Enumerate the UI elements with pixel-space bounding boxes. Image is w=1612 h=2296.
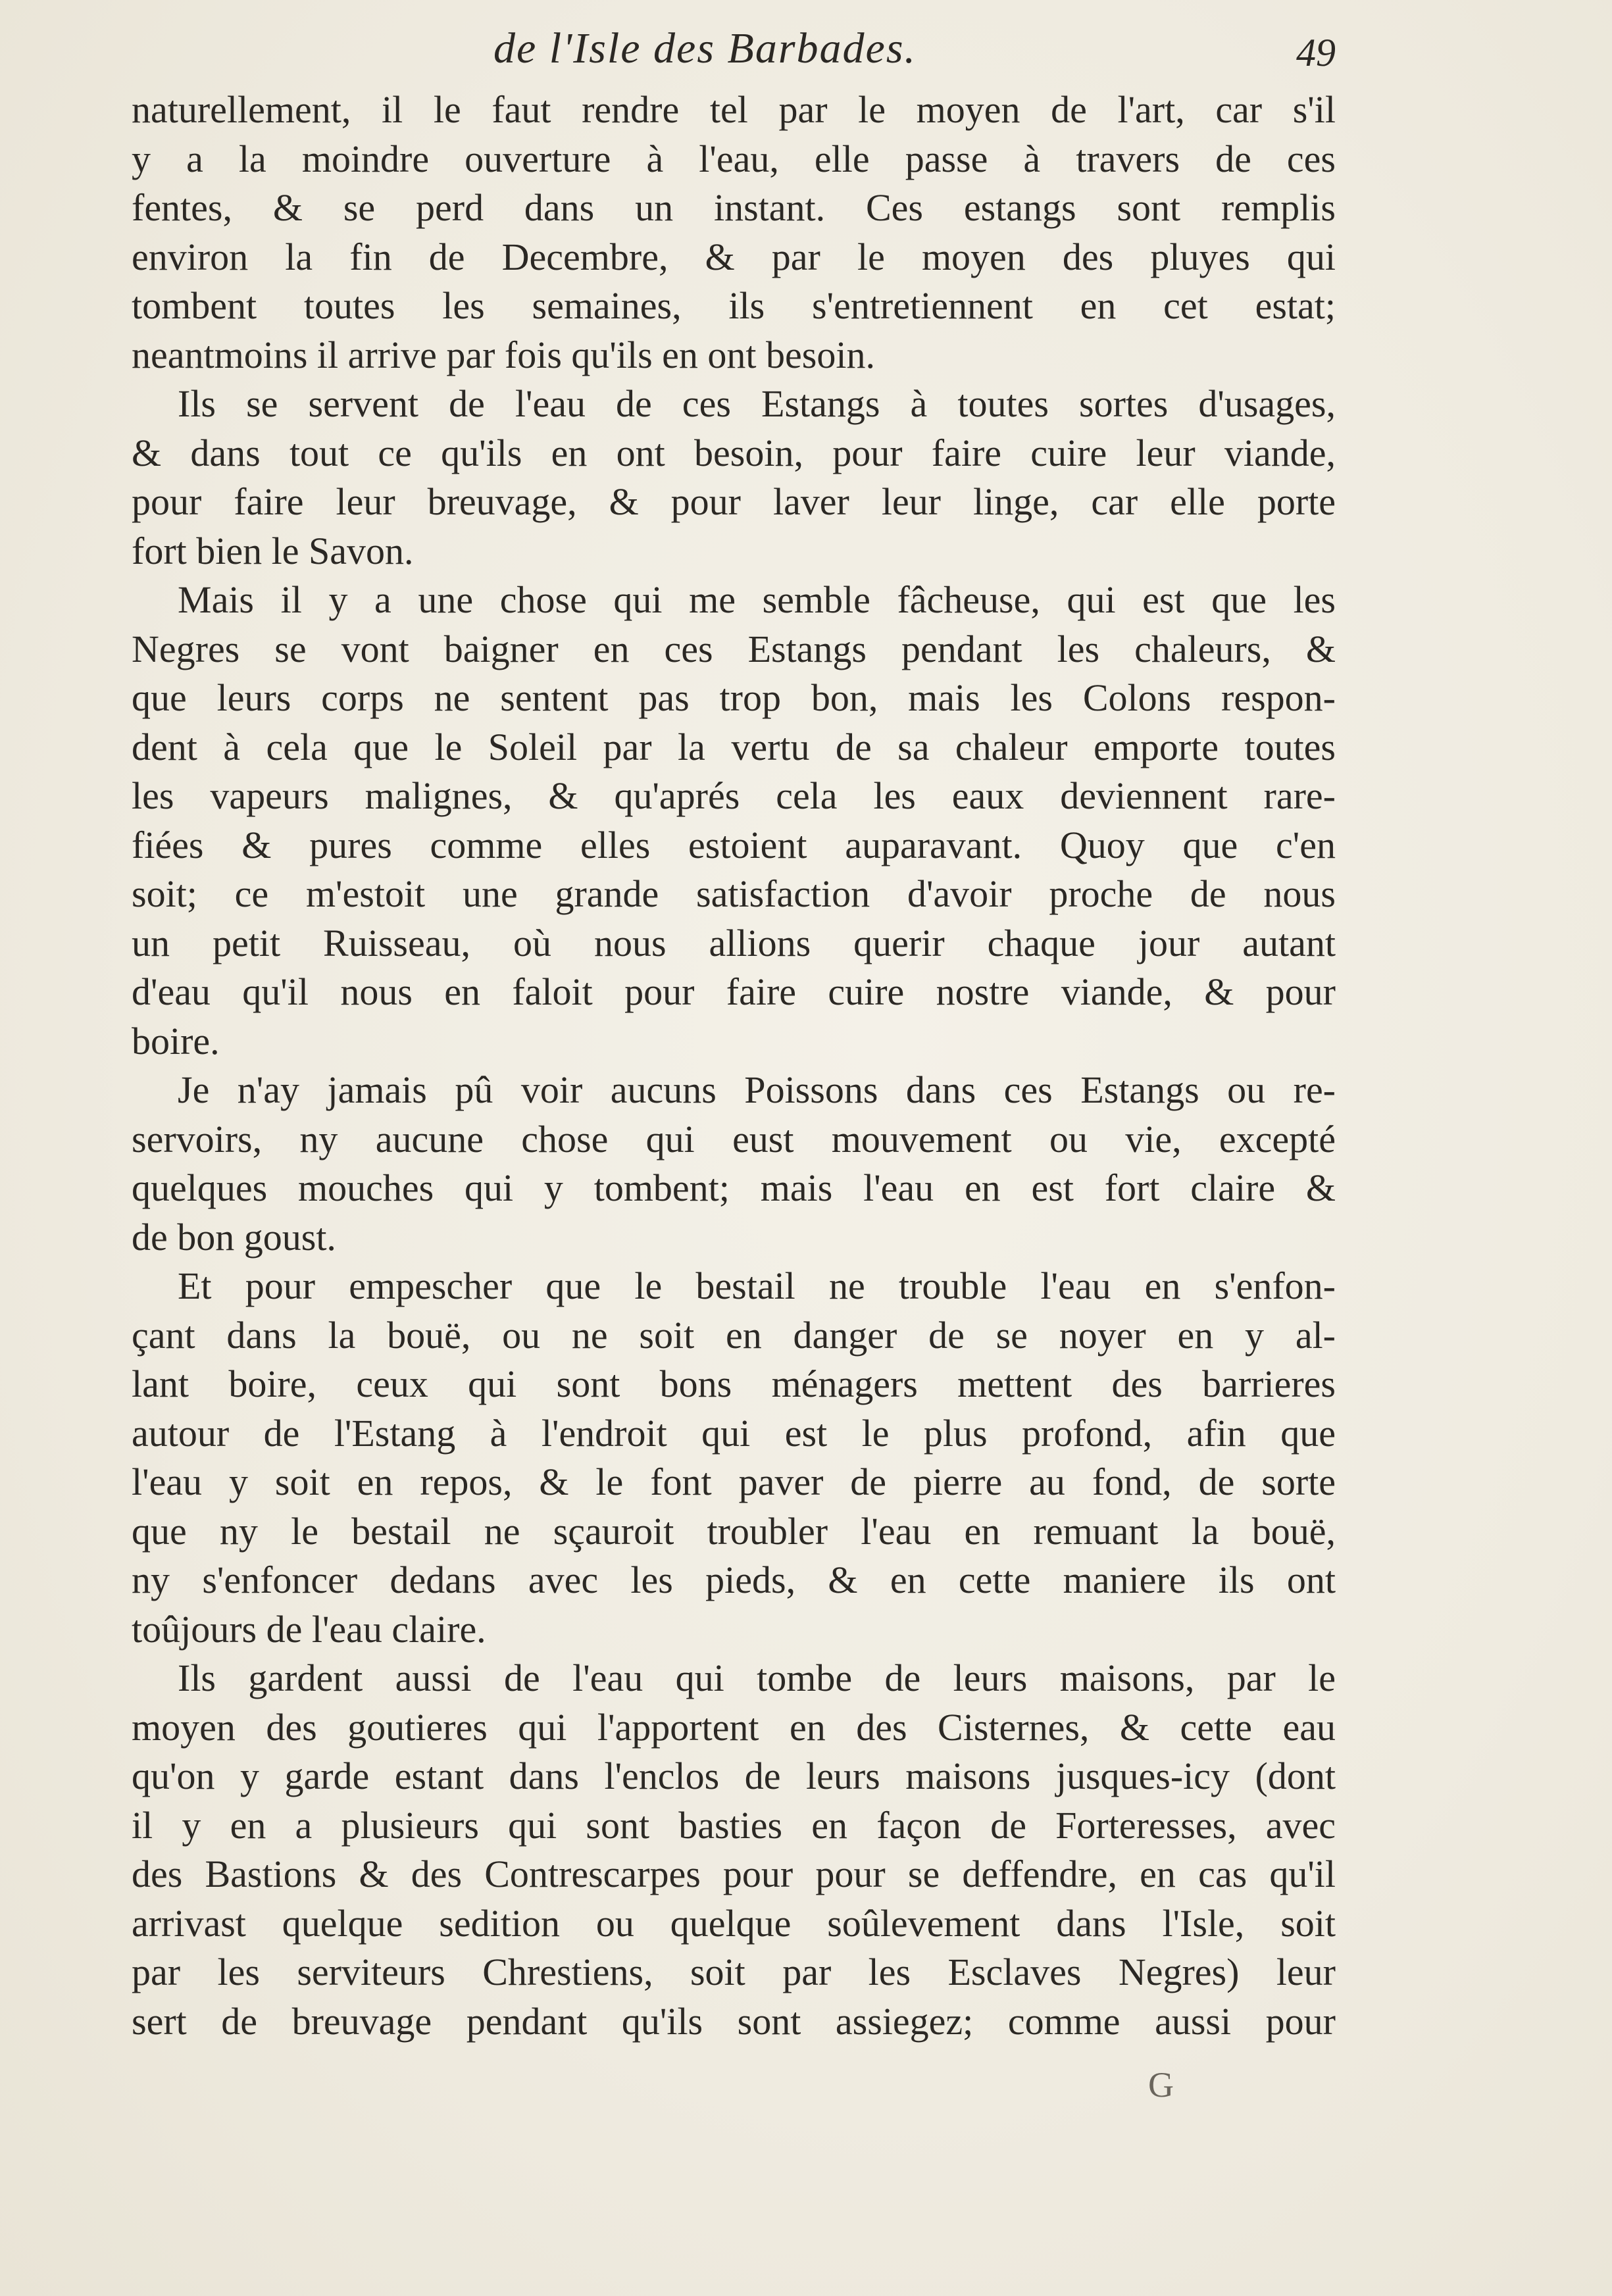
text-line: lant boire, ceux qui sont bons ménagers mettent des barrieres — [132, 1362, 1336, 1405]
text-line: des Bastions & des Contrescarpes pour pour se deffendre, en cas qu'il — [132, 1853, 1336, 1895]
text-line: que ny le bestail ne sçauroit troubler l'eau en remuant la bouë, — [132, 1509, 1336, 1553]
text-line: Et pour empescher que le bestail ne trouble l'eau en s'enfon- — [178, 1264, 1336, 1307]
text-line: servoirs, ny aucune chose qui eust mouvement ou vie, excepté — [132, 1117, 1336, 1160]
paragraph-3 — [132, 576, 1336, 1066]
running-head: de l'Isle des Barbades. — [493, 24, 917, 72]
text-line: Mais il y a une chose qui me semble fâcheuse, qui est que les — [178, 578, 1336, 621]
paragraph-2 — [132, 380, 1336, 576]
page-header — [132, 24, 1336, 83]
text-line: arrivast quelque sedition ou quelque soûlevement dans l'Isle, soit — [132, 1901, 1336, 1945]
text-line: Ils se servent de l'eau de ces Estangs à toutes sortes d'usages, — [178, 382, 1336, 425]
paragraph-6 — [132, 1654, 1336, 2046]
text-line: fiées & pures comme elles estoient auparavant. Quoy que c'en — [132, 823, 1336, 866]
text-line: qu'on y garde estant dans l'enclos de leurs maisons jusques-icy (dont — [132, 1755, 1336, 1797]
text-line: neantmoins il arrive par fois qu'ils en ont besoin. — [132, 333, 875, 376]
text-line: autour de l'Estang à l'endroit qui est le plus profond, afin que — [132, 1411, 1336, 1455]
text-line: de bon goust. — [132, 1215, 336, 1259]
page-number: 49 — [1296, 31, 1336, 74]
text-line: quelques mouches qui y tombent; mais l'eau en est fort claire & — [132, 1166, 1336, 1209]
text-line: par les serviteurs Chrestiens, soit par les Esclaves Negres) leur — [132, 1951, 1336, 1993]
paragraph-4 — [132, 1066, 1336, 1262]
paragraph-1 — [132, 86, 1336, 380]
text-line: un petit Ruisseau, où nous allions querir chaque jour autant — [132, 921, 1336, 964]
text-line: Je n'ay jamais pû voir aucuns Poissons dans ces Estangs ou re- — [178, 1068, 1336, 1111]
text-line: moyen des goutieres qui l'apportent en des Cisternes, & cette eau — [132, 1705, 1336, 1749]
text-line: pour faire leur breuvage, & pour laver leur linge, car elle porte — [132, 480, 1336, 523]
text-line: dent à cela que le Soleil par la vertu de sa chaleur emporte toutes — [132, 725, 1336, 768]
body-text — [132, 86, 1336, 2046]
text-line: ny s'enfoncer dedans avec les pieds, & en cette maniere ils ont — [132, 1559, 1336, 1601]
text-line: çant dans la bouë, ou ne soit en danger de se noyer en y al- — [132, 1313, 1336, 1357]
text-line: sert de breuvage pendant qu'ils sont assiegez; comme aussi pour — [132, 1999, 1336, 2043]
text-line: environ la fin de Decembre, & par le moyen des pluyes qui — [132, 235, 1336, 278]
text-line: les vapeurs malignes, & qu'aprés cela les eaux deviennent rare- — [132, 774, 1336, 817]
signature-mark: G — [1148, 2065, 1174, 2105]
text-line: l'eau y soit en repos, & le font paver de pierre au fond, de sorte — [132, 1460, 1336, 1503]
paragraph-5 — [132, 1262, 1336, 1654]
text-line: Negres se vont baigner en ces Estangs pendant les chaleurs, & — [132, 627, 1336, 670]
text-line: & dans tout ce qu'ils en ont besoin, pour faire cuire leur viande, — [132, 431, 1336, 474]
text-line: y a la moindre ouverture à l'eau, elle passe à travers de ces — [132, 137, 1336, 180]
text-line: boire. — [132, 1019, 220, 1062]
text-line: Ils gardent aussi de l'eau qui tombe de leurs maisons, par le — [178, 1657, 1336, 1699]
text-line: que leurs corps ne sentent pas trop bon, mais les Colons respon- — [132, 676, 1336, 719]
text-line: d'eau qu'il nous en faloit pour faire cuire nostre viande, & pour — [132, 970, 1336, 1013]
text-line: tombent toutes les semaines, ils s'entretiennent en cet estat; — [132, 284, 1336, 327]
text-line: fentes, & se perd dans un instant. Ces estangs sont remplis — [132, 186, 1336, 229]
text-line: il y en a plusieurs qui sont basties en façon de Forteresses, avec — [132, 1803, 1336, 1847]
text-line: fort bien le Savon. — [132, 529, 414, 572]
text-line: naturellement, il le faut rendre tel par le moyen de l'art, car s'il — [132, 88, 1336, 131]
text-line: toûjours de l'eau claire. — [132, 1607, 486, 1651]
text-line: soit; ce m'estoit une grande satisfaction d'avoir proche de nous — [132, 872, 1336, 915]
